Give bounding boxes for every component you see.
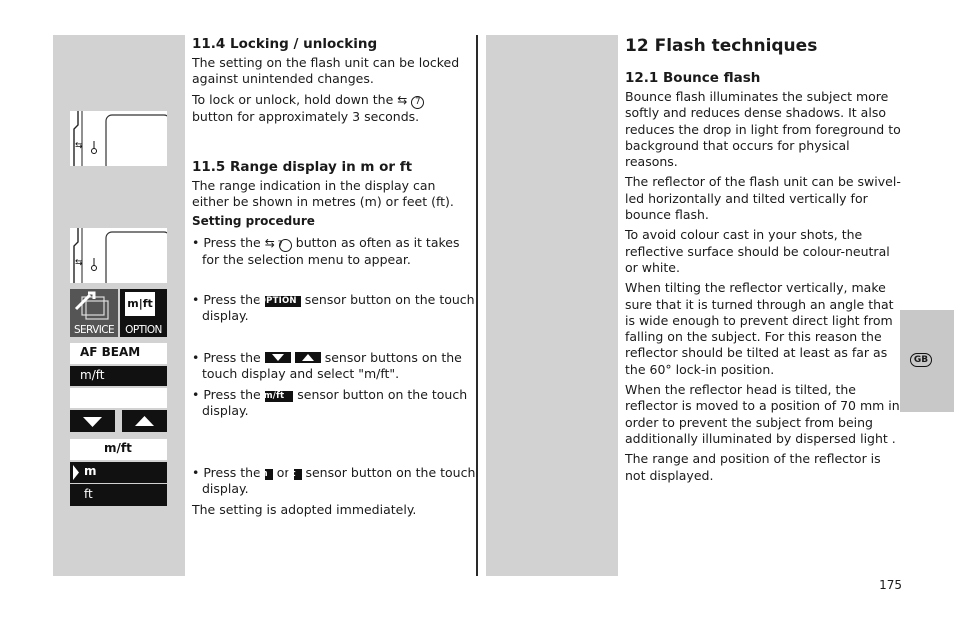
s121-paragraph-6: The range and position of the reflector is not displayed. — [625, 451, 881, 483]
m-chip: m — [265, 469, 273, 480]
mft-header-label: m/ft — [104, 441, 132, 455]
circled-number-7: 7 — [279, 239, 292, 252]
option-m-button[interactable] — [70, 462, 167, 483]
bullet-5: • Press the m or ft sensor button on the touch display. — [192, 465, 476, 497]
option-ft-button[interactable] — [70, 484, 167, 506]
section-12 — [625, 36, 901, 488]
down-arrow-chip — [265, 352, 291, 363]
bullet-1: • Press the ⇆ 7 button as often as it takes for the selection menu to appear. — [192, 235, 460, 267]
up-arrow-button[interactable] — [122, 410, 167, 432]
mft-icon-label: m|ft — [125, 292, 155, 316]
af-beam-menu-item[interactable] — [70, 343, 167, 364]
section-12-title: 12 Flash techniques — [625, 36, 818, 56]
mft-menu-label: m/ft — [80, 368, 105, 382]
svg-text:⇆: ⇆ — [75, 141, 83, 151]
mft-menu-item-selected[interactable] — [70, 366, 167, 386]
final-note: The setting is adopted immediately. — [192, 502, 417, 517]
down-arrow-button[interactable] — [70, 410, 115, 432]
s115-paragraph-1: The range indication in the display can either be shown in metres (m) or feet (ft). — [192, 178, 454, 210]
s121-paragraph-3: To avoid colour cast in your shots, the reflective surface should be colour-neutral or white. — [625, 227, 890, 275]
service-label: SERVICE — [73, 324, 115, 336]
swap-arrows-icon: ⇆ — [397, 92, 408, 107]
af-beam-label: AF BEAM — [80, 345, 141, 359]
section-11-4-title: 11.4 Locking / unlocking — [192, 36, 378, 52]
ft-chip: ft — [294, 469, 302, 480]
swap-arrows-icon: ⇆ — [264, 236, 275, 250]
section-11-4 — [192, 36, 472, 129]
language-tab-label: GB — [910, 353, 932, 367]
s121-paragraph-2: The reflector of the flash unit can be swivel-led horizontally and tilted vertically for bounce flash. — [625, 174, 901, 223]
opt-m-label: m — [84, 464, 97, 478]
empty-menu-row — [70, 388, 167, 408]
s121-paragraph-5: When the reflector head is tilted, the reflector is moved to a position of 70 mm in order to prevent the subject from being additionally illuminated by dispersed light . — [625, 382, 900, 446]
s121-paragraph-4: When tilting the reflector vertically, make sure that it is turned through an angle that is wide enough to prevent direct light from falling on the subject. For this reason the reflector should be tilted at least as far as the 60° lock-in position. — [625, 280, 894, 377]
option-label: OPTION — [125, 324, 162, 336]
s121-paragraph-1: Bounce flash illuminates the subject more softly and reduces dense shadows. It also reduces the drop in light from foreground to background that occurs for physical reasons. — [625, 89, 901, 170]
mft-submenu-header — [70, 439, 167, 460]
page-number: 175 — [879, 578, 902, 592]
flash-unit-illustration-lock — [70, 111, 167, 166]
s114-paragraph-1: The setting on the flash unit can be locked against unintended changes. — [192, 55, 460, 87]
opt-ft-label: ft — [84, 487, 93, 501]
section-11-5-title: 11.5 Range display in m or ft — [192, 159, 413, 175]
service-touch-button[interactable] — [70, 289, 118, 337]
s114-paragraph-2: To lock or unlock, hold down the ⇆ 7 button for approximately 3 seconds. — [192, 92, 472, 125]
mft-chip: m/ft — [265, 391, 294, 402]
option-chip: OPTION — [265, 296, 301, 307]
svg-text:⇆: ⇆ — [75, 258, 83, 268]
option-touch-button[interactable] — [120, 289, 167, 337]
bullet-2: • Press the OPTION sensor button on the touch display. — [192, 292, 475, 324]
selection-pointer-icon — [73, 465, 79, 480]
flash-unit-illustration-range — [70, 228, 167, 283]
bullet-4: • Press the m/ft sensor button on the touch display. — [192, 387, 468, 419]
section-11-5 — [192, 159, 472, 228]
setting-procedure-heading: Setting procedure — [192, 213, 315, 228]
circled-number-7: 7 — [411, 96, 424, 109]
section-12-1-title: 12.1 Bounce flash — [625, 70, 761, 86]
bullet-3: • Press the sensor buttons on the touch display and select "m/ft". — [192, 350, 462, 382]
up-arrow-chip — [295, 352, 321, 363]
chevron-down-icon — [83, 417, 102, 427]
chevron-up-icon — [135, 416, 154, 426]
middle-gray-column — [486, 35, 618, 576]
